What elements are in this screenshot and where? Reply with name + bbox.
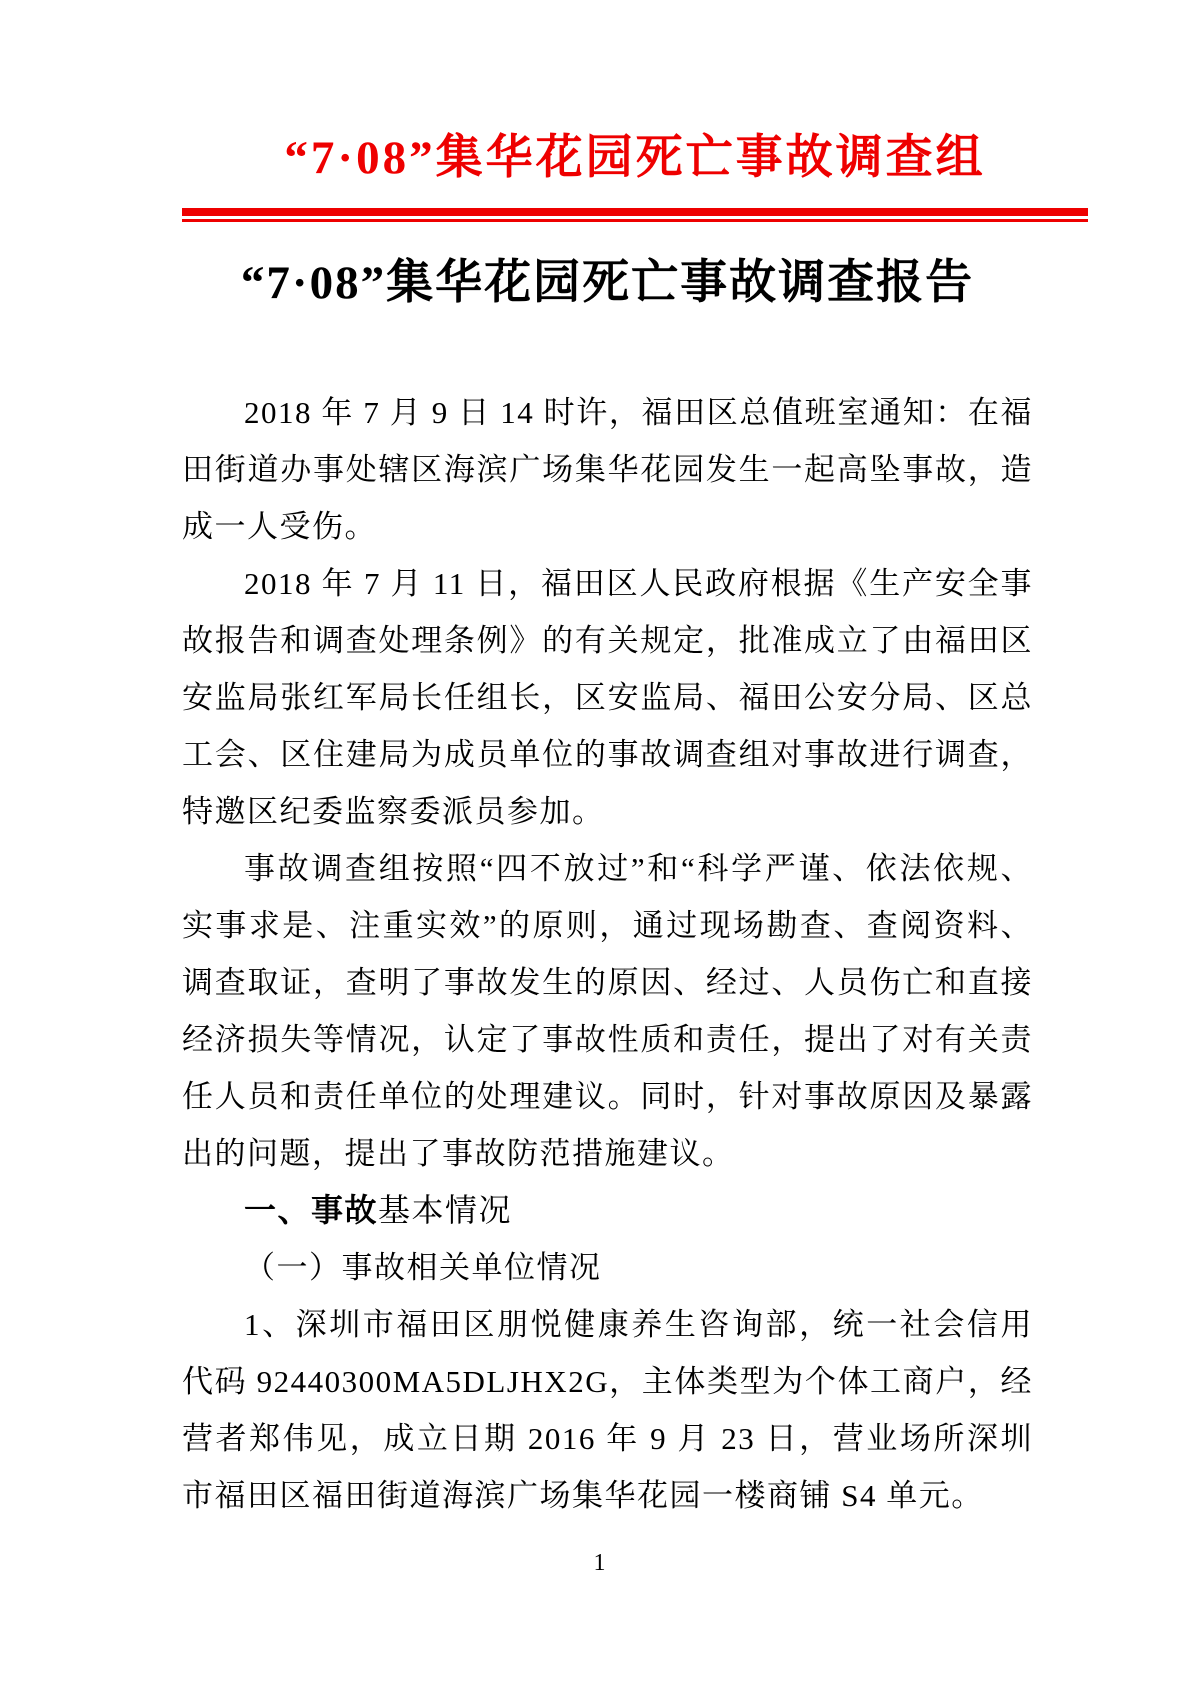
sub-heading-related-units: （一）事故相关单位情况 bbox=[244, 1250, 602, 1285]
paragraph-unit-detail: 1、深圳市福田区朋悦健康养生咨询部，统一社会信用代码 92440300MA5DLJHX2G，主体类型为个体工商户，经营者郑伟见，成立日期 2016 年 9 月 23 日，营业场所深圳市福田区福田街道海滨广场集华花园一楼商铺 S4 单元。 bbox=[182, 1307, 1033, 1513]
report-body bbox=[182, 384, 1033, 1524]
banner-rule-thick bbox=[182, 208, 1088, 216]
section-heading-rest-part: 基本情况 bbox=[378, 1192, 513, 1228]
report-title: “7·08”集华花园死亡事故调查报告 bbox=[240, 257, 975, 309]
paragraph-investigation-team: 2018 年 7 月 11 日，福田区人民政府根据《生产安全事故报告和调查处理条例》的有关规定，批准成立了由福田区安监局张红军局长任组长，区安监局、福田公安分局、区总工会、区住建局为成员单位的事故调查组对事故进行调查，特邀区纪委监察委派员参加。 bbox=[182, 566, 1033, 829]
page-number: 1 bbox=[593, 1550, 606, 1576]
paragraph-incident-notice: 2018 年 7 月 9 日 14 时许，福田区总值班室通知：在福田街道办事处辖区海滨广场集华花园发生一起高坠事故，造成一人受伤。 bbox=[182, 395, 1033, 544]
section-heading-basic-situation bbox=[182, 1182, 1033, 1239]
banner-double-rule bbox=[182, 208, 1088, 222]
banner-org-name: “7·08”集华花园死亡事故调查组 bbox=[284, 132, 986, 184]
report-banner bbox=[182, 0, 1088, 222]
paragraph-investigation-principles: 事故调查组按照“四不放过”和“科学严谨、依法依规、实事求是、注重实效”的原则，通过现场勘查、查阅资料、调查取证，查明了事故发生的原因、经过、人员伤亡和直接经济损失等情况，认定了事故性质和责任，提出了对有关责任人员和责任单位的处理建议。同时，针对事故原因及暴露出的问题，提出了事故防范措施建议。 bbox=[182, 851, 1033, 1171]
section-heading-bold-part: 一、事故 bbox=[244, 1192, 379, 1228]
banner-rule-thin bbox=[182, 219, 1088, 222]
